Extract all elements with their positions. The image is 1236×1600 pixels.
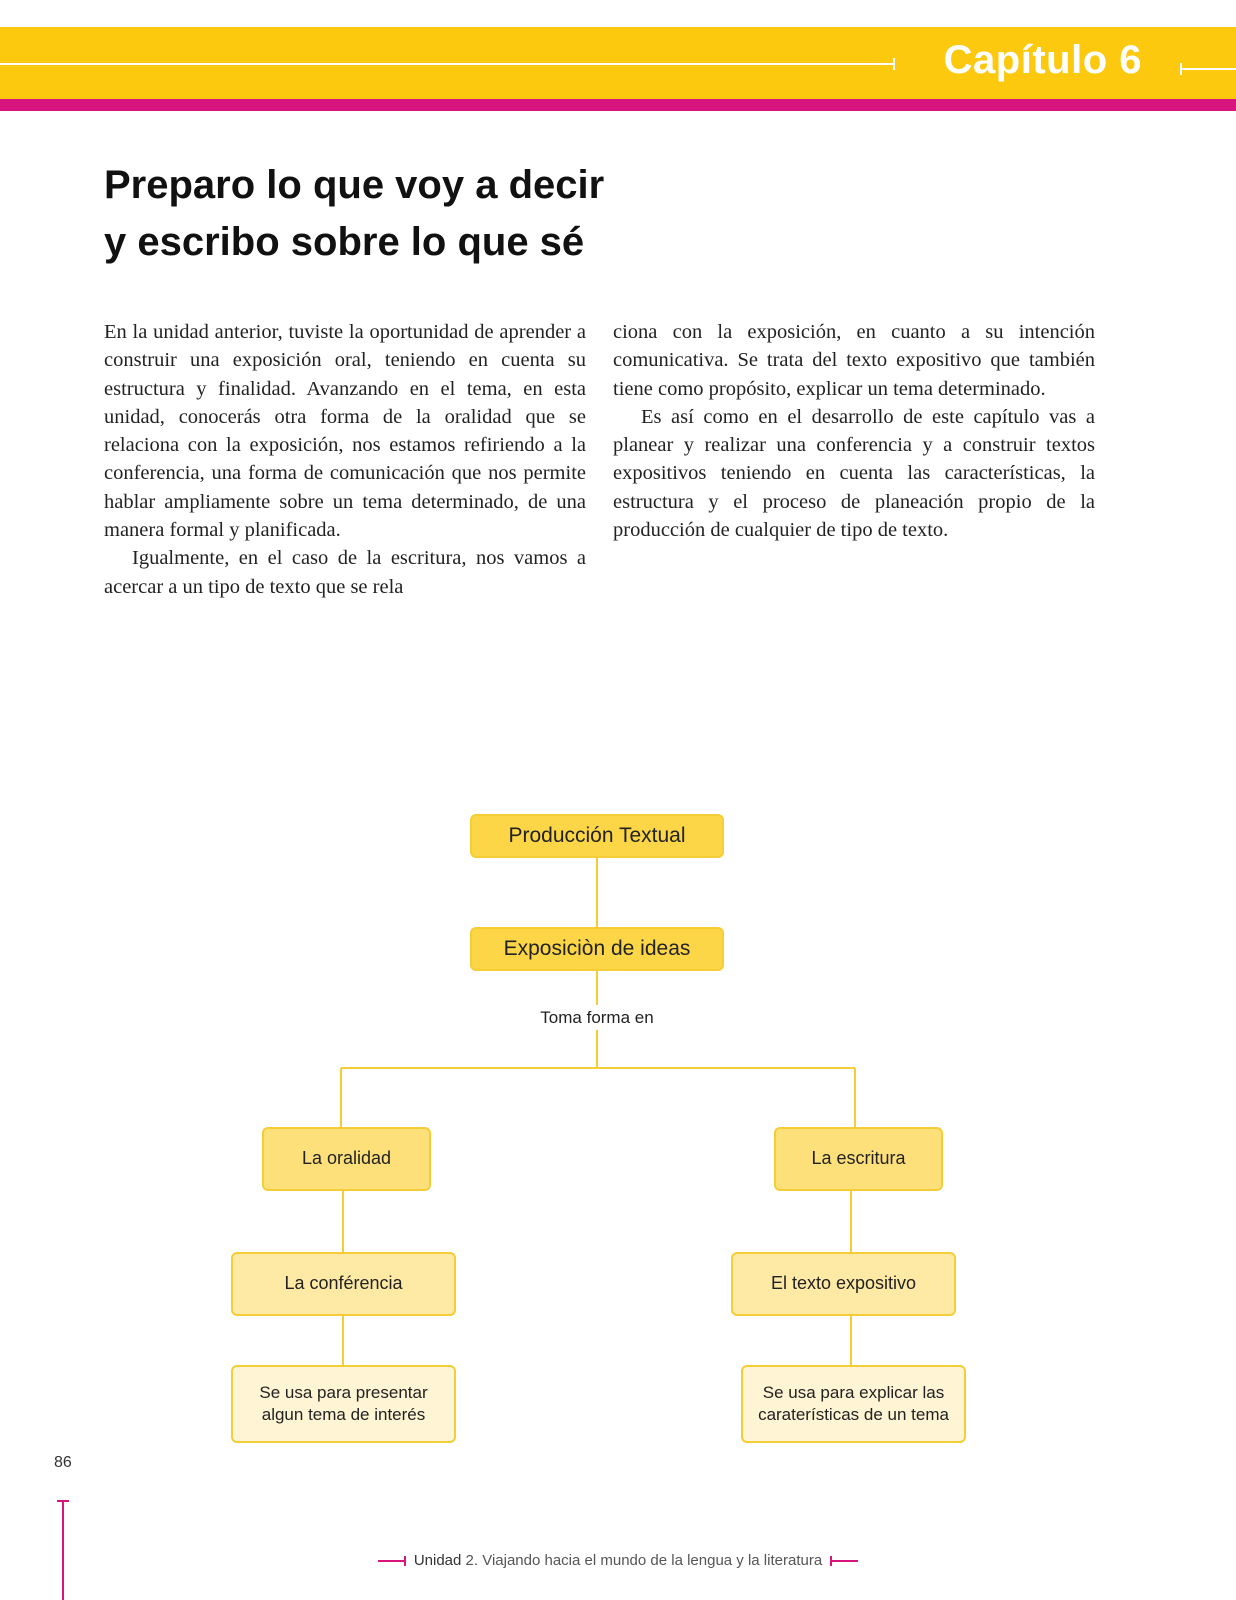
node-el-texto-expositivo: El texto expositivo <box>731 1252 956 1316</box>
margin-rule-tick <box>57 1500 69 1502</box>
footer-rule-right <box>830 1560 858 1562</box>
node-la-escritura: La escritura <box>774 1127 943 1191</box>
body-column-left <box>104 318 586 601</box>
node-la-oralidad: La oralidad <box>262 1127 431 1191</box>
header-accent-stripe <box>0 99 1236 111</box>
body-paragraph: ciona con la exposición, en cuanto a su intención comunicativa. Se trata del texto expositivo que también tiene como propósito, explicar un tema determinado. <box>613 321 1095 400</box>
header-rule-tick-left <box>893 58 895 70</box>
node-la-conferencia: La conférencia <box>231 1252 456 1316</box>
page-title-line-2: y escribo sobre lo que sé <box>104 220 585 264</box>
page-number: 86 <box>54 1454 72 1471</box>
footer-rule-left <box>378 1560 406 1562</box>
connector-label: Toma forma en <box>540 1008 654 1027</box>
node-exposicion-de-ideas: Exposiciòn de ideas <box>470 927 724 971</box>
footer-unit-label: Unidad <box>413 1552 462 1569</box>
body-paragraph: En la unidad anterior, tuviste la oportunidad de aprender a construir una exposición oral, teniendo en cuenta su estructura y finalidad. Avanzando en el tema, en esta unidad, conocerás otra forma de la oralidad que se relaciona con la exposición, nos estamos refiriendo a la conferencia, una forma de comunicación que nos permite hablar ampliamente sobre un tema determinado, de una manera formal y planificada. <box>104 321 586 542</box>
node-uso-conferencia: Se usa para presentar algun tema de interés <box>231 1365 456 1443</box>
page-title <box>104 157 804 271</box>
margin-rule <box>62 1500 64 1600</box>
body-column-right <box>613 318 1095 544</box>
node-uso-texto-expositivo: Se usa para explicar las caraterísticas de un tema <box>741 1365 966 1443</box>
running-footer <box>0 1552 1236 1569</box>
header-rule-right <box>1180 68 1236 70</box>
body-paragraph: Igualmente, en el caso de la escritura, nos vamos a acercar a un tipo de texto que se rela <box>104 547 586 598</box>
header-rule-tick-right <box>1180 63 1182 75</box>
chapter-title: Capítulo 6 <box>943 38 1142 82</box>
body-paragraph: Es así como en el desarrollo de este capítulo vas a planear y realizar una conferencia y a construir textos expositivos teniendo en cuenta las características, la estructura y el proceso de planeación propio de la producción de cualquier de tipo de texto. <box>613 405 1095 542</box>
page-title-line-1: Preparo lo que voy a decir <box>104 163 605 207</box>
node-produccion-textual: Producción Textual <box>470 814 724 858</box>
footer-unit-text: 2. Viajando hacia el mundo de la lengua y la literatura <box>465 1552 823 1569</box>
header-rule-left <box>0 63 894 65</box>
